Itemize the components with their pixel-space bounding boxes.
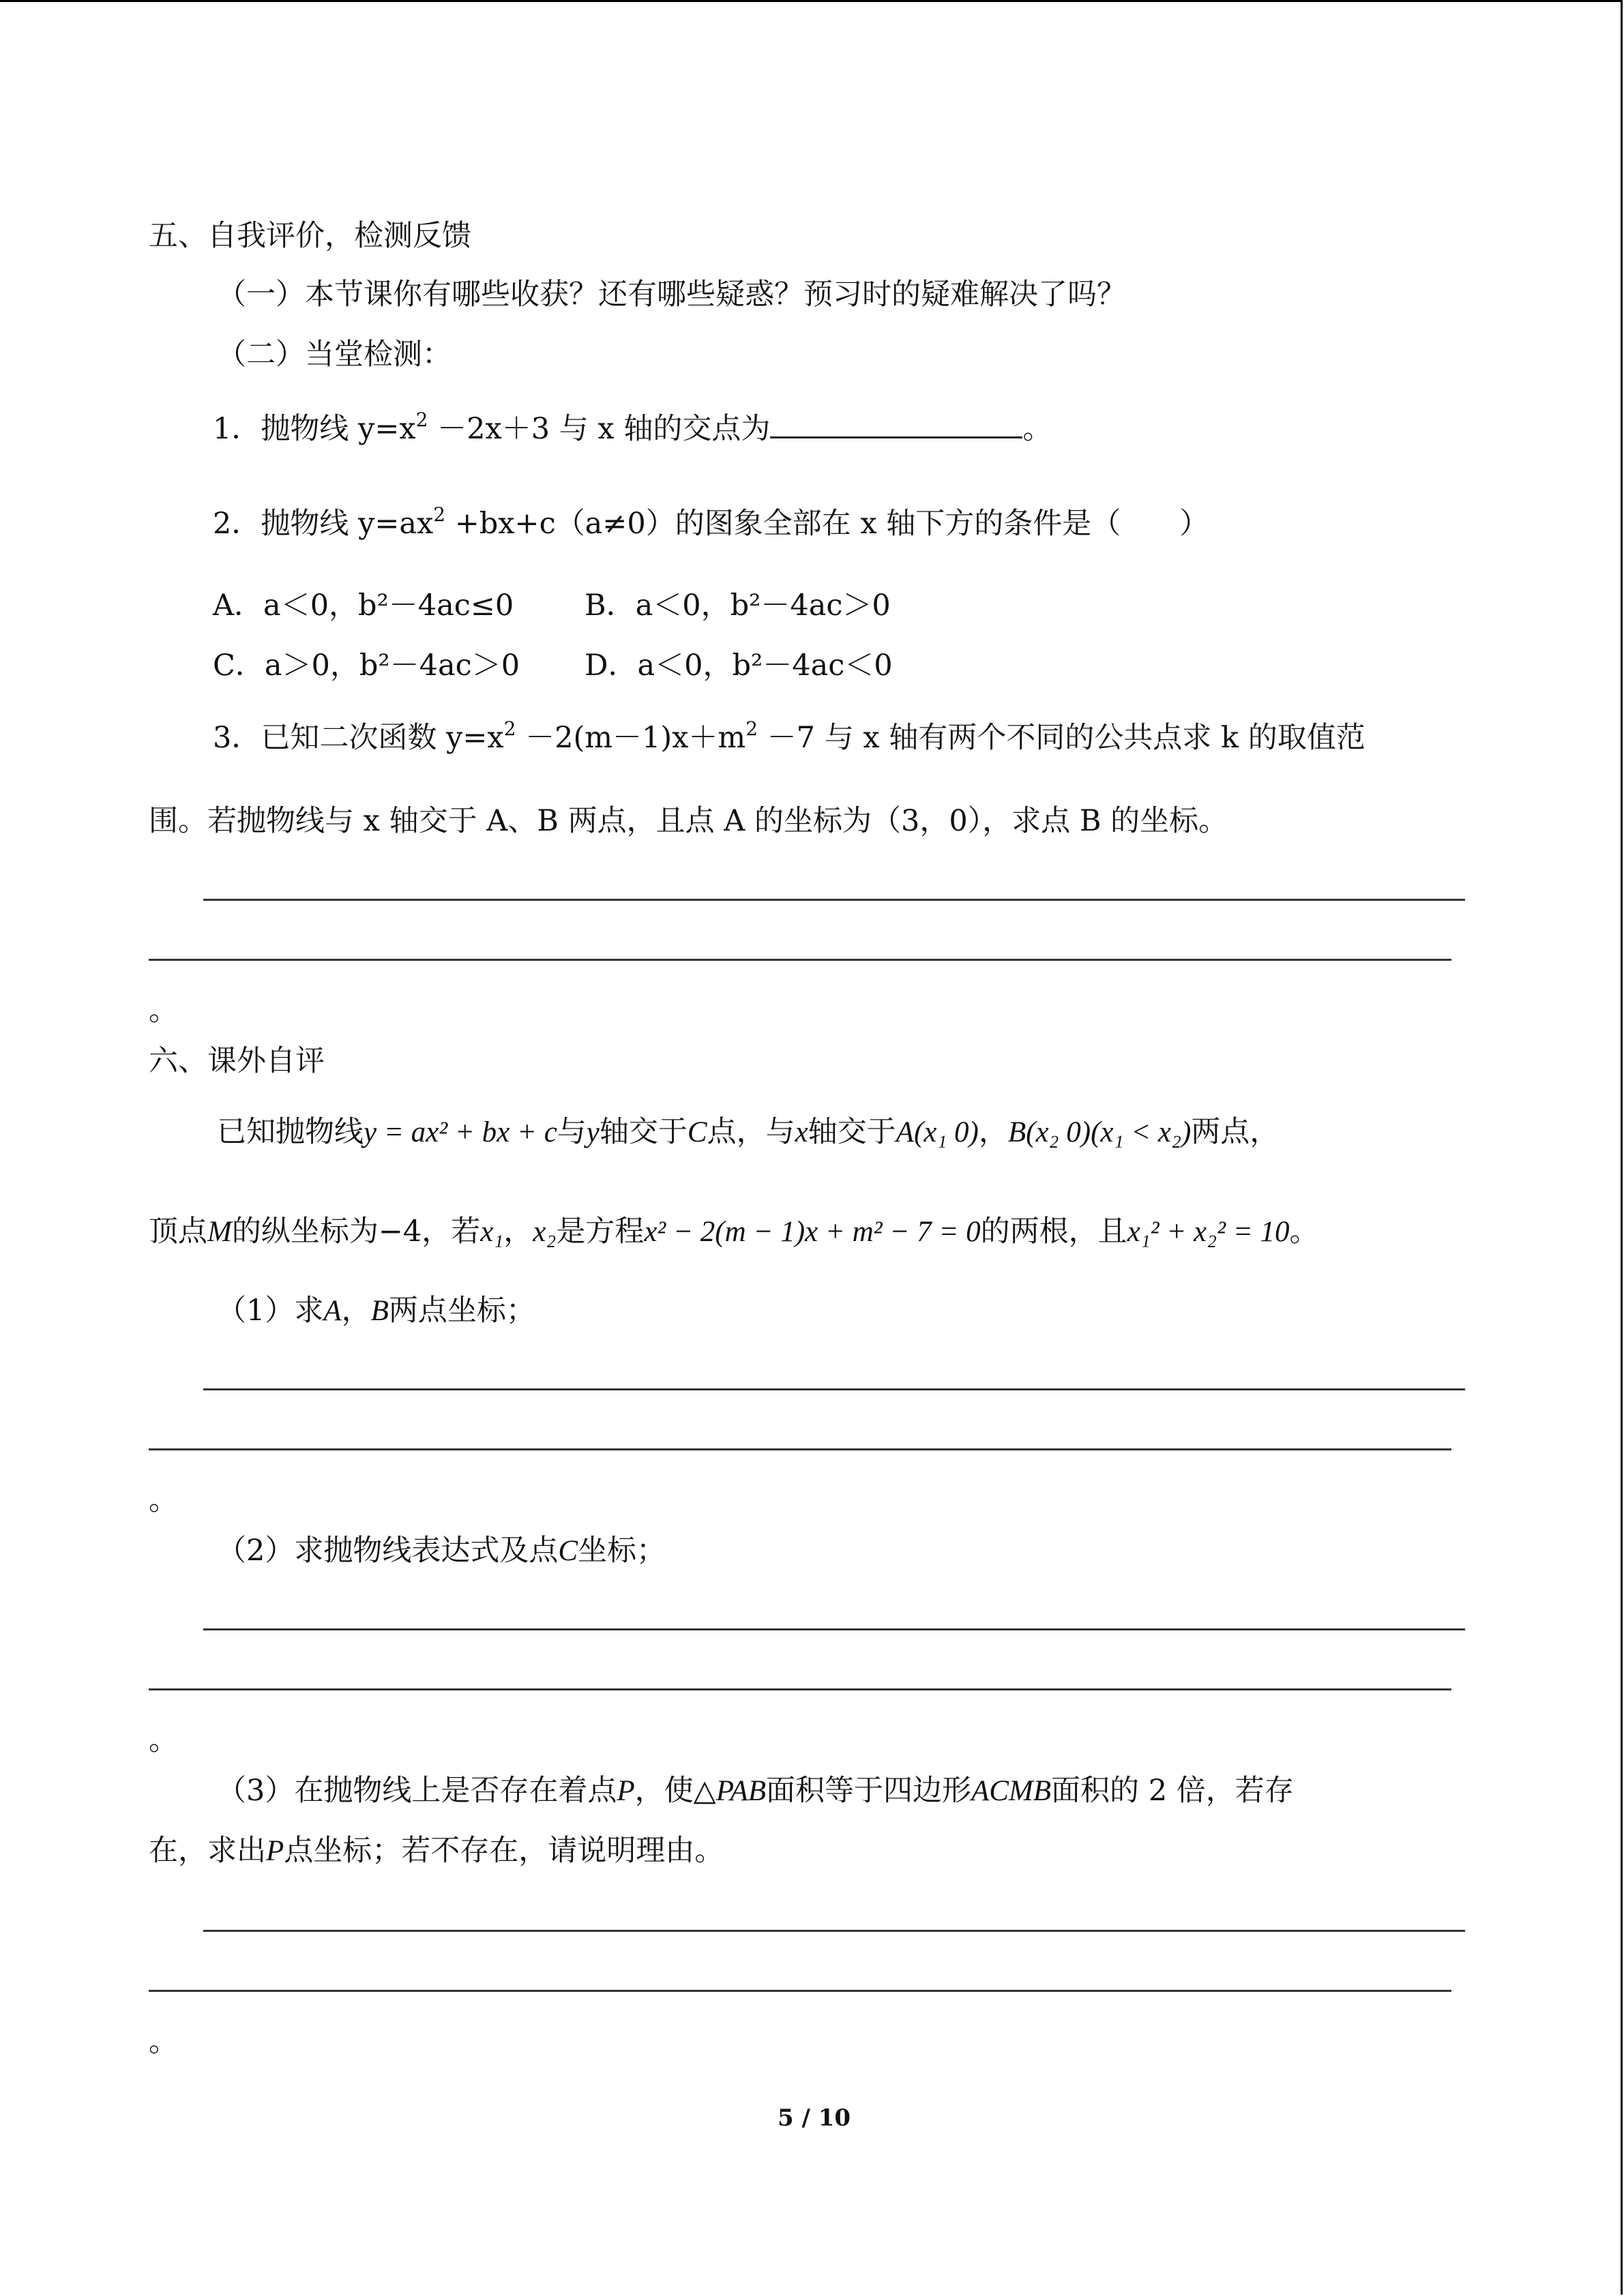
q3-sup2: 2 (745, 717, 758, 740)
question-2 (213, 505, 1209, 543)
text: ，使△ (634, 1774, 716, 1808)
var-c: C (558, 1535, 578, 1567)
text: （3）在抛物线上是否存在着点 (217, 1774, 617, 1808)
subquestion-1 (217, 1292, 535, 1330)
answer-line[interactable] (203, 1628, 1465, 1630)
text: 面积等于四边形 (765, 1774, 971, 1808)
text: ， (503, 1214, 533, 1249)
text: 的两根，且 (980, 1214, 1127, 1249)
text: 在，求出 (149, 1834, 266, 1868)
var-p: P (266, 1835, 284, 1867)
section6-line1 (217, 1113, 1279, 1152)
text: 与 (557, 1115, 587, 1149)
q3-p3: －7 与 x 轴有两个不同的公共点求 k 的取值范 (758, 721, 1365, 755)
q2-sup: 2 (433, 503, 446, 526)
var-c: C (687, 1116, 707, 1148)
text: 轴交于 (808, 1115, 896, 1149)
q2-option-b[interactable]: B．a＜0，b²－4ac＞0 (585, 588, 891, 623)
q2-option-d[interactable]: D．a＜0，b²－4ac＜0 (585, 648, 893, 683)
q3-p2: －2(m－1)x＋m (516, 721, 746, 755)
var-p: P (617, 1775, 635, 1807)
q3-sup1: 2 (503, 717, 516, 740)
var-x2: x₂ (533, 1216, 557, 1248)
question-3-line1 (213, 719, 1365, 757)
text: 坐标； (578, 1534, 666, 1568)
text: ， (978, 1115, 1008, 1149)
text: 是方程 (556, 1214, 645, 1249)
text: 已知抛物线 (217, 1115, 364, 1149)
text: 点，与 (707, 1115, 795, 1149)
section5-heading: 五、自我评价，检测反馈 (149, 219, 471, 253)
section6-line2 (149, 1212, 1319, 1251)
q2-option-a[interactable]: A．a＜0，b²－4ac≤0 (213, 588, 514, 623)
answer-line[interactable] (149, 959, 1451, 961)
text: 。 (1289, 1214, 1319, 1249)
parabola-equation: y = ax² + bx + c (364, 1116, 557, 1148)
text: 两点坐标； (388, 1294, 535, 1328)
answer-line[interactable] (149, 1688, 1451, 1690)
period-mark: 。 (149, 2025, 178, 2059)
page-number: 5 / 10 (778, 2104, 851, 2132)
text: 顶点 (149, 1214, 207, 1249)
q1-sup: 2 (415, 408, 428, 431)
section5-part1: （一）本节课你有哪些收获？还有哪些疑惑？预习时的疑难解决了吗？ (217, 278, 1126, 312)
q3-p1: 3．已知二次函数 y=x (213, 721, 504, 755)
q1-prefix: 1．抛物线 y=x (213, 412, 416, 446)
text: 的纵坐标为 (231, 1214, 379, 1249)
q2-option-c[interactable]: C．a＞0，b²－4ac＞0 (213, 648, 520, 683)
section5-part2: （二）当堂检测： (217, 338, 452, 372)
value: −4 (378, 1214, 422, 1249)
answer-line[interactable] (149, 1990, 1451, 1992)
period-mark: 。 (149, 994, 178, 1028)
section6-heading: 六、课外自评 (149, 1044, 325, 1078)
period-mark: 。 (149, 1723, 178, 1757)
text: 两点， (1191, 1115, 1280, 1149)
answer-line[interactable] (149, 1448, 1451, 1450)
var-a: A (323, 1295, 342, 1327)
var-x1: x₁ (480, 1216, 504, 1248)
var-m: M (207, 1216, 232, 1248)
answer-line[interactable] (203, 1388, 1465, 1390)
point-a: A(x₁ 0) (896, 1116, 979, 1148)
answer-line[interactable] (203, 1930, 1465, 1932)
subquestion-3-line1 (217, 1772, 1294, 1810)
point-b: B(x₂ 0)(x₁ < x₂) (1007, 1116, 1192, 1148)
question-3-line2: 围。若抛物线与 x 轴交于 A、B 两点，且点 A 的坐标为（3，0），求点 B 的坐标。 (149, 804, 1228, 838)
text: ， (341, 1294, 371, 1328)
period-mark: 。 (149, 1483, 178, 1517)
question-1 (213, 409, 1052, 448)
quadrilateral-acmb: ACMB (971, 1775, 1052, 1807)
answer-line[interactable] (203, 899, 1465, 901)
q1-middle: －2x＋3 与 x 轴的交点为 (428, 412, 771, 446)
text: （2）求抛物线表达式及点 (217, 1534, 559, 1568)
text: 轴交于 (599, 1115, 688, 1149)
sum-of-squares-equation: x₁² + x₂² = 10 (1127, 1216, 1290, 1248)
q2-prefix: 2．抛物线 y=ax (213, 507, 434, 541)
q2-middle: +bx+c（a≠0）的图象全部在 x 轴下方的条件是（ ） (445, 507, 1209, 541)
text: ，若 (422, 1214, 481, 1249)
text: 面积的 2 倍，若存 (1051, 1774, 1294, 1808)
q1-answer-blank[interactable] (770, 409, 1022, 438)
subquestion-2 (217, 1532, 666, 1570)
var-x: x (795, 1116, 808, 1148)
q1-suffix: 。 (1022, 412, 1052, 446)
subquestion-3-line2 (149, 1832, 724, 1870)
text: 点坐标；若不存在，请说明理由。 (284, 1834, 724, 1868)
quadratic-equation: x² − 2(m − 1)x + m² − 7 = 0 (644, 1216, 981, 1248)
var-y: y (586, 1116, 600, 1148)
text: （1）求 (217, 1294, 324, 1328)
triangle-pab: PAB (715, 1775, 766, 1807)
var-b: B (370, 1295, 389, 1327)
